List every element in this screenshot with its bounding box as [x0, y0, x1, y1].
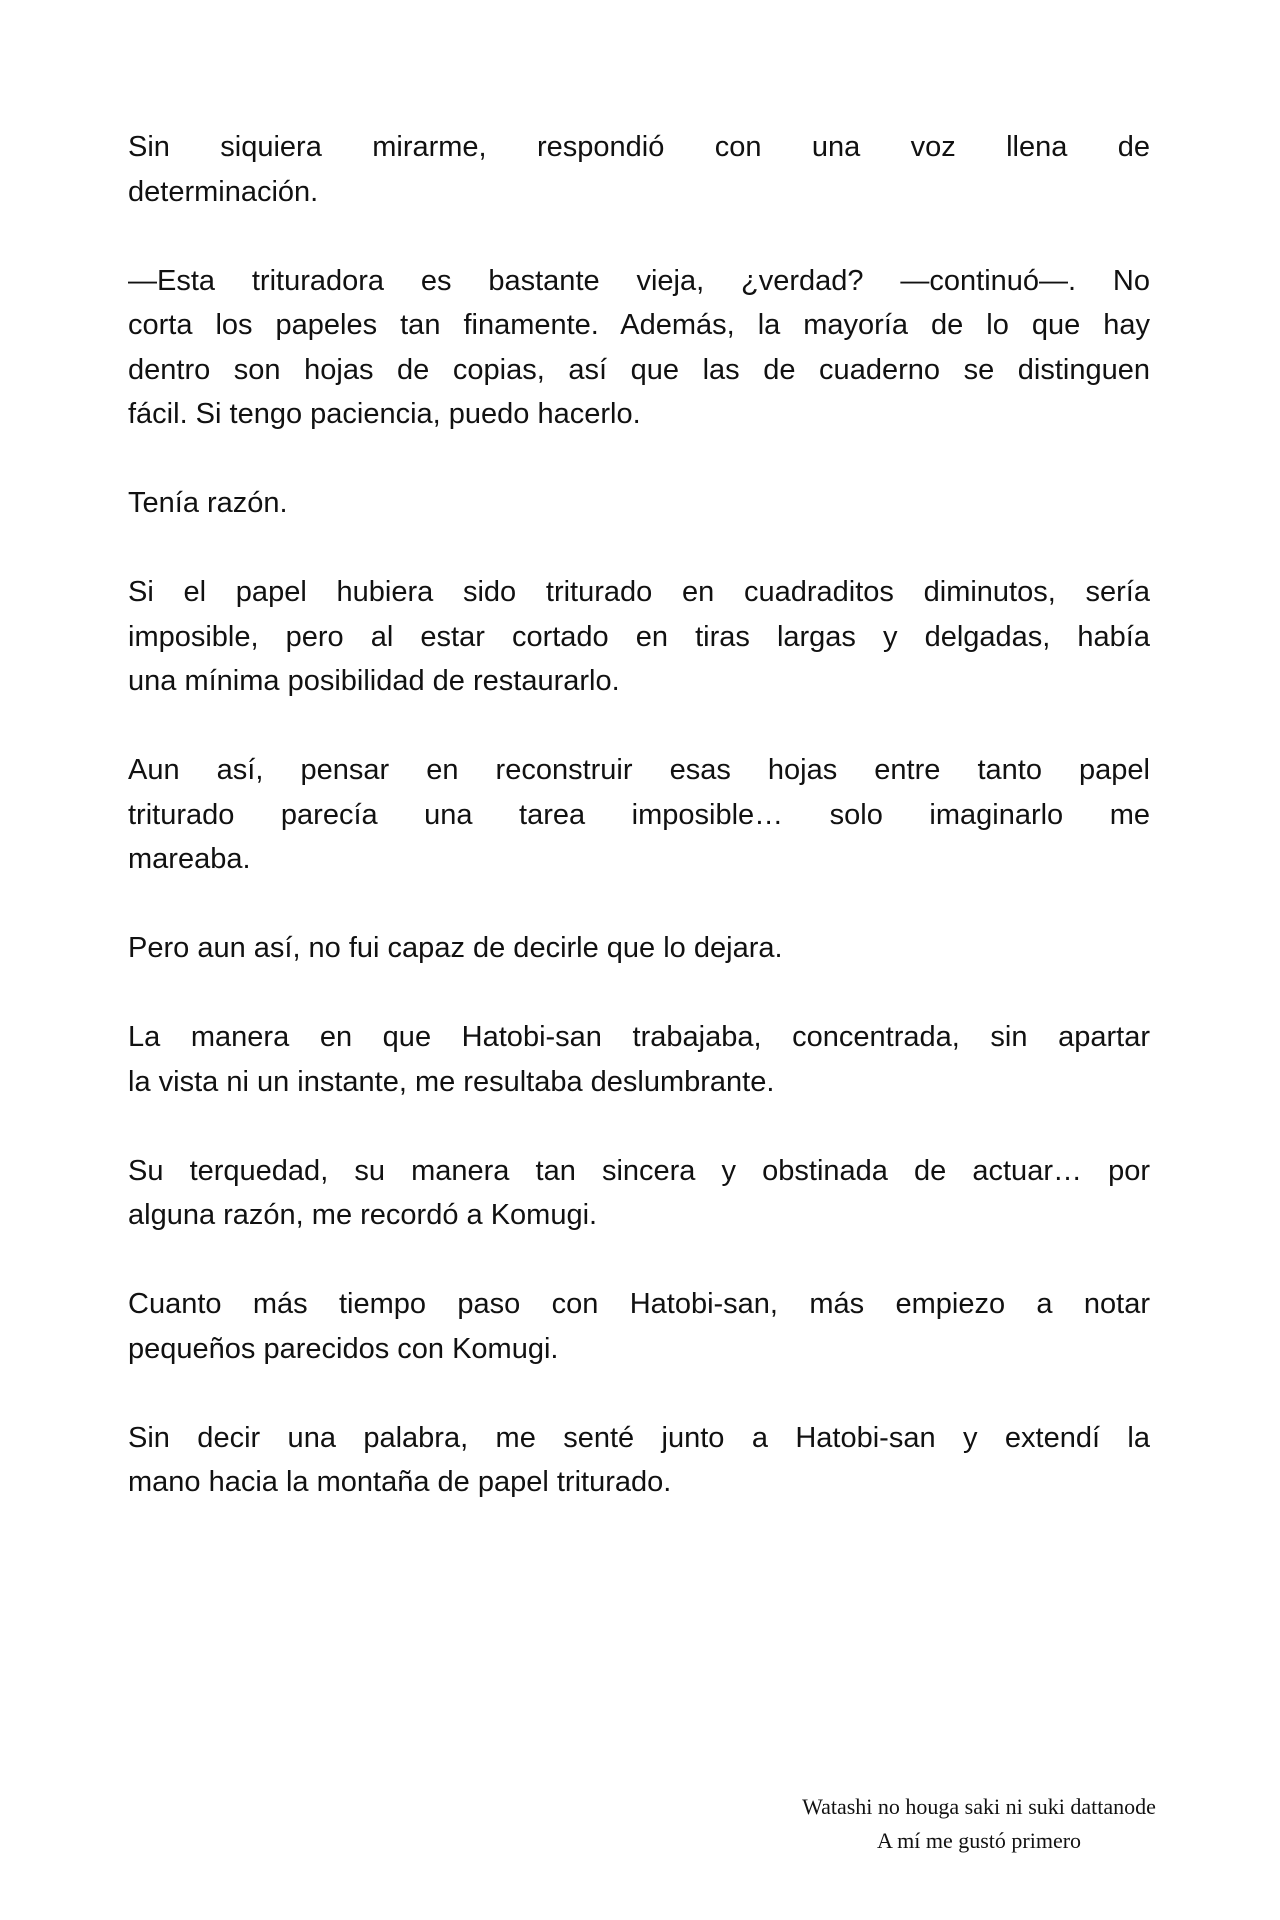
paragraph-line: Sin decir una palabra, me senté junto a Hatobi-san y extendí la	[128, 1421, 1150, 1454]
paragraph-line: Si el papel hubiera sido triturado en cuadraditos diminutos, sería	[128, 576, 1150, 608]
paragraph-line: imposible, pero al estar cortado en tiras largas y delgadas, había	[128, 620, 1150, 653]
paragraph	[128, 1149, 1150, 1238]
paragraph-line: pequeños parecidos con Komugi.	[128, 1332, 559, 1365]
paragraph-line: mano hacia la montaña de papel triturado.	[128, 1466, 672, 1498]
paragraph-line: triturado parecía una tarea imposible… solo imaginarlo me	[128, 798, 1150, 831]
paragraph	[128, 125, 1150, 214]
paragraph	[128, 570, 1150, 704]
paragraph-line: fácil. Si tengo paciencia, puedo hacerlo.	[128, 398, 641, 430]
paragraph	[128, 1416, 1150, 1505]
paragraph-line: Aun así, pensar en reconstruir esas hojas entre tanto papel	[128, 754, 1150, 786]
footer-original-title: Watashi no houga saki ni suki dattanode	[802, 1794, 1156, 1819]
paragraph-line: corta los papeles tan finamente. Además, la mayoría de lo que hay	[128, 309, 1150, 341]
paragraph-line: Pero aun así, no fui capaz de decirle que lo dejara.	[128, 932, 783, 964]
paragraph-line: la vista ni un instante, me resultaba deslumbrante.	[128, 1065, 775, 1098]
footer-translated-title: A mí me gustó primero	[876, 1828, 1082, 1853]
paragraph	[128, 1282, 1150, 1371]
paragraph	[128, 259, 1150, 437]
document-body	[128, 125, 1150, 1549]
paragraph-line: Sin siquiera mirarme, respondió con una voz llena de	[128, 131, 1150, 163]
paragraph-line: una mínima posibilidad de restaurarlo.	[128, 665, 620, 697]
page-footer	[729, 1790, 1229, 1858]
paragraph	[128, 481, 1150, 526]
paragraph-line: mareaba.	[128, 843, 251, 875]
paragraph-line: dentro son hojas de copias, así que las de cuaderno se distinguen	[128, 353, 1150, 386]
paragraph-line: Tenía razón.	[128, 487, 288, 519]
paragraph-line: La manera en que Hatobi-san trabajaba, concentrada, sin apartar	[128, 1021, 1150, 1053]
paragraph-line: —Esta trituradora es bastante vieja, ¿verdad? —continuó—. No	[128, 264, 1150, 297]
paragraph	[128, 926, 1150, 971]
paragraph-line: Cuanto más tiempo paso con Hatobi-san, más empiezo a notar	[128, 1288, 1150, 1320]
paragraph	[128, 748, 1150, 882]
paragraph-line: determinación.	[128, 175, 319, 208]
paragraph	[128, 1015, 1150, 1104]
paragraph-line: alguna razón, me recordó a Komugi.	[128, 1199, 598, 1231]
paragraph-line: Su terquedad, su manera tan sincera y obstinada de actuar… por	[128, 1154, 1150, 1187]
